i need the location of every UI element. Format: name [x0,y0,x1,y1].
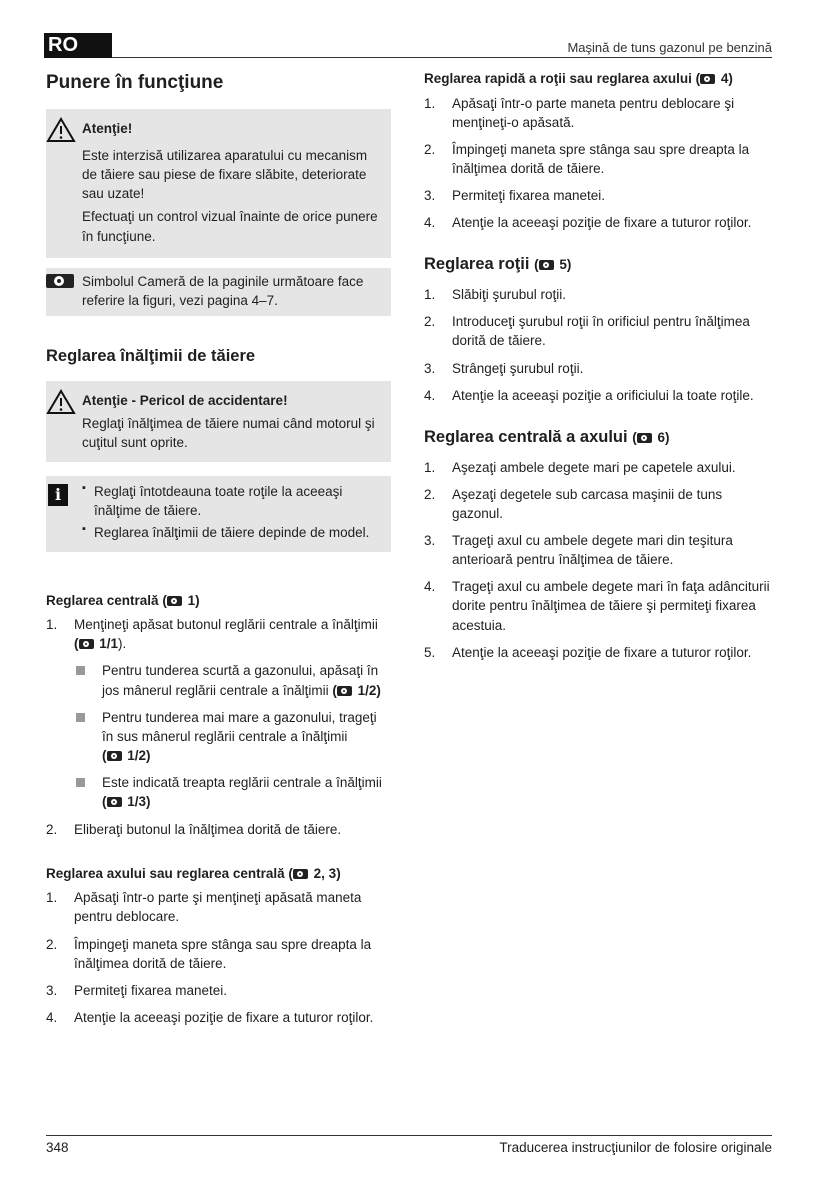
footer-rule [46,1135,772,1136]
info-icon: i [48,484,68,506]
camera-note-text: Simbolul Cameră de la paginile următoare face referire la figuri, vezi pagina 4–7. [82,273,364,308]
wheel-steps [424,285,772,405]
section-title: Punere în funcţiune [46,72,224,93]
page-number: 348 [46,1140,69,1155]
warning-text: Reglaţi înălţimea de tăiere numai când motorul şi cuţitul sunt oprite. [82,415,375,450]
camera-icon [637,433,652,443]
info-item: ▪ Reglarea înălţimii de tăiere depinde de model. [82,523,385,542]
camera-icon [107,797,122,807]
warning-box [46,109,391,258]
list-item: 2. Împingeţi maneta spre stânga sau spre dreapta la înălţimea dorită de tăiere. [424,141,750,177]
camera-icon [700,74,715,84]
wheel-adjust-title: Reglarea roţii ( 5) [424,255,572,274]
list-item: 2. Introduceţi şurubul roţii în orificiul pentru înălţimea dorită de tăiere. [424,314,750,349]
list-item: 2. Aşezaţi degetele sub carcasa maşinii de tuns gazonul. [424,486,723,521]
camera-icon [337,686,352,696]
list-item: 4. Atenţie la aceeaşi poziţie de fixare a tuturor roţilor. [46,1010,374,1026]
quick-adjust-title: Reglarea rapidă a roţii sau reglarea axului ( 4) [424,71,733,86]
axle-central-title: Reglarea axului sau reglarea centrală ( 2, 3) [46,865,341,881]
list-item: 5. Atenţie la aceeaşi poziţie de fixare a tuturor roţilor. [424,644,752,660]
list-item: 2. Împingeţi maneta spre stânga sau spre dreapta la înălţimea dorită de tăiere. [46,936,372,971]
list-item: 1. Aşezaţi ambele degete mari pe capetele axului. [424,459,736,475]
camera-icon [46,274,74,288]
central-adjust-title: Reglarea centrală ( 1) [46,592,200,608]
info-box [46,476,391,551]
camera-note-box [46,268,391,316]
list-item: 1. Apăsaţi într-o parte maneta pentru deblocare şi menţineţi-o apăsată. [424,95,735,130]
axle-steps [424,458,772,662]
danger-warning-box [46,381,391,462]
warning-triangle-icon [46,117,76,143]
footer-text: Traducerea instrucţiunilor de folosire originale [499,1140,772,1155]
info-item: ▪ Reglaţi întotdeauna toate roţile la aceeaşi înălţime de tăiere. [82,482,385,520]
language-badge: RO [44,33,112,58]
camera-icon [79,639,94,649]
list-item: 2. Eliberaţi butonul la înălţimea dorită de tăiere. [46,821,342,837]
axle-adjust-title: Reglarea centrală a axului ( 6) [424,427,670,446]
list-item: 4. Atenţie la aceeaşi poziţie de fixare a tuturor roţilor. [424,215,752,231]
warning-title: Atenţie - Pericol de accidentare! [82,392,288,408]
right-column [424,66,772,670]
list-item: 3. Strângeţi şurubul roţii. [424,360,584,376]
list-item: 1. Slăbiţi şurubul roţii. [424,287,567,303]
camera-icon [539,260,554,270]
height-section-title: Reglarea înălţimii de tăiere [46,347,256,366]
axle-central-steps [46,888,391,1027]
quick-steps [424,94,772,233]
sub-item: Este indicată treapta reglării centrale a înălţimii ( 1/3) [74,773,391,811]
camera-icon [107,751,122,761]
list-item: 1. Apăsaţi într-o parte şi menţineţi apăsată maneta pentru deblocare. [46,890,362,925]
list-item: 1. Menţineţi apăsat butonul reglării centrale a înălţimii ( 1/1). Pentru tunderea scurtă a gazonului, apăsaţi în jos mânerul reglării centrale a înălţimii ( 1/2) Pentru tunderea mai mare a gazonului, trageţi în sus mânerul reglării centrale a înălţimii ( 1/2) Este indicată treapta reglării centrale a înălţimii ( 1/3) [46,615,391,811]
warning-text: Efectuaţi un control vizual înainte de orice punere în funcţiune. [82,209,378,244]
list-item: 4. Trageţi axul cu ambele degete mari în faţa adânciturii dorite pentru înălţimea de tăiere şi permiteţi fixarea acestuia. [424,579,770,633]
central-steps [46,615,391,839]
list-item: 3. Permiteţi fixarea manetei. [46,982,228,998]
camera-icon [293,869,308,879]
list-item: 3. Permiteţi fixarea manetei. [424,188,606,204]
sub-item: Pentru tunderea scurtă a gazonului, apăsaţi în jos mânerul reglării centrale a înălţimii ( 1/2) [74,661,391,699]
warning-triangle-icon [46,389,76,415]
left-column [46,66,391,1035]
camera-icon [167,596,182,606]
warning-text: Este interzisă utilizarea aparatului cu mecanism de tăiere sau piese de fixare slăbite, deteriorate sau uzate! [82,147,368,202]
list-item: 3. Trageţi axul cu ambele degete mari din teşitura anterioară pentru înălţimea de tăiere. [424,532,733,568]
header-title: Maşină de tuns gazonul pe benzină [567,40,772,55]
list-item: 4. Atenţie la aceeaşi poziţie a orificiului la toate roţile. [424,387,754,403]
sub-item: Pentru tunderea mai mare a gazonului, trageţi în sus mânerul reglării centrale a înălţimii ( 1/2) [74,708,391,765]
warning-title: Atenţie! [82,120,133,136]
